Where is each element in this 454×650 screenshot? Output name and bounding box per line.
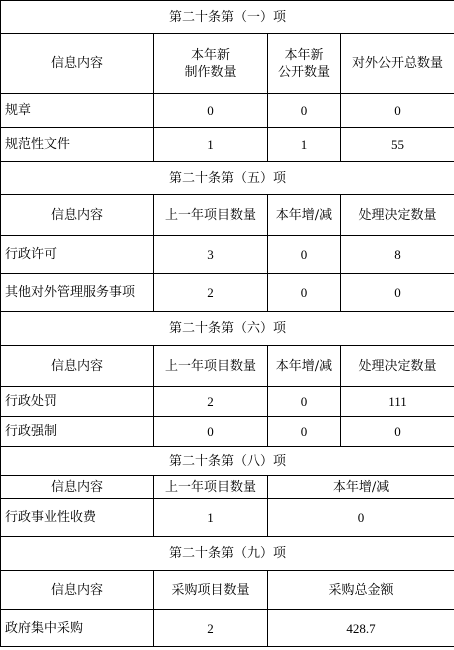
row-value: 2 (154, 387, 268, 417)
row-label: 行政事业性收费 (1, 499, 154, 537)
header-line: 公开数量 (277, 64, 330, 80)
row-value: 0 (268, 417, 341, 447)
section5-title: 第二十条第（五）项 (1, 162, 454, 195)
table-row (1, 128, 454, 162)
header-info-content: 信息内容 (1, 346, 154, 387)
header-prev-year-count: 上一年项目数量 (154, 346, 268, 387)
row-label: 行政许可 (1, 236, 154, 274)
row-value: 0 (154, 94, 268, 128)
row-label: 规章 (1, 94, 154, 128)
row-value: 0 (268, 387, 341, 417)
row-value: 428.7 (268, 610, 454, 647)
table-row (1, 417, 454, 447)
header-total-public-count: 对外公开总数量 (341, 34, 454, 94)
row-label: 行政强制 (1, 417, 154, 447)
header-info-content: 信息内容 (1, 34, 154, 94)
header-row (1, 195, 454, 236)
header-info-content: 信息内容 (1, 476, 154, 499)
header-decision-count: 处理决定数量 (341, 346, 454, 387)
table-row (1, 236, 454, 274)
row-value: 2 (154, 610, 268, 647)
header-row (1, 34, 454, 94)
header-row (1, 571, 454, 610)
header-new-made-count (154, 34, 268, 94)
header-prev-year-count: 上一年项目数量 (154, 476, 268, 499)
row-value: 2 (154, 274, 268, 312)
table-row (1, 387, 454, 417)
header-prev-year-count: 上一年项目数量 (154, 195, 268, 236)
header-change: 本年增/减 (268, 195, 341, 236)
table-row (1, 274, 454, 312)
row-value: 0 (268, 94, 341, 128)
header-line: 制作数量 (184, 64, 237, 80)
row-value: 111 (341, 387, 454, 417)
row-label: 行政处罚 (1, 387, 154, 417)
table-row (1, 610, 454, 647)
section-title-row (1, 312, 454, 346)
header-purchase-count: 采购项目数量 (154, 571, 268, 610)
header-line: 本年新 (284, 47, 324, 63)
section-title-row (1, 447, 454, 476)
row-value: 0 (268, 236, 341, 274)
row-label: 其他对外管理服务事项 (1, 274, 154, 312)
row-value: 1 (154, 128, 268, 162)
row-value: 0 (154, 417, 268, 447)
row-value: 1 (268, 128, 341, 162)
header-change: 本年增/减 (268, 346, 341, 387)
section6-title: 第二十条第（六）项 (1, 312, 454, 346)
row-value: 8 (341, 236, 454, 274)
section-title-row (1, 537, 454, 571)
row-label: 规范性文件 (1, 128, 154, 162)
row-value: 0 (341, 94, 454, 128)
row-value: 1 (154, 499, 268, 537)
row-value: 0 (341, 417, 454, 447)
row-value: 3 (154, 236, 268, 274)
header-decision-count: 处理决定数量 (341, 195, 454, 236)
section1-title: 第二十条第（一）项 (1, 1, 454, 34)
header-info-content: 信息内容 (1, 571, 154, 610)
row-value: 0 (268, 274, 341, 312)
header-change: 本年增/减 (268, 476, 454, 499)
section8-title: 第二十条第（八）项 (1, 447, 454, 476)
table-row (1, 94, 454, 128)
header-line: 本年新 (190, 47, 230, 63)
header-new-public-count (268, 34, 341, 94)
row-label: 政府集中采购 (1, 610, 154, 647)
header-row (1, 346, 454, 387)
row-value: 0 (268, 499, 454, 537)
row-value: 0 (341, 274, 454, 312)
table-row (1, 499, 454, 537)
section9-title: 第二十条第（九）项 (1, 537, 454, 571)
header-purchase-amount: 采购总金额 (268, 571, 454, 610)
header-info-content: 信息内容 (1, 195, 154, 236)
row-value: 55 (341, 128, 454, 162)
section-title-row (1, 162, 454, 195)
header-row (1, 476, 454, 499)
section-title-row (1, 1, 454, 34)
